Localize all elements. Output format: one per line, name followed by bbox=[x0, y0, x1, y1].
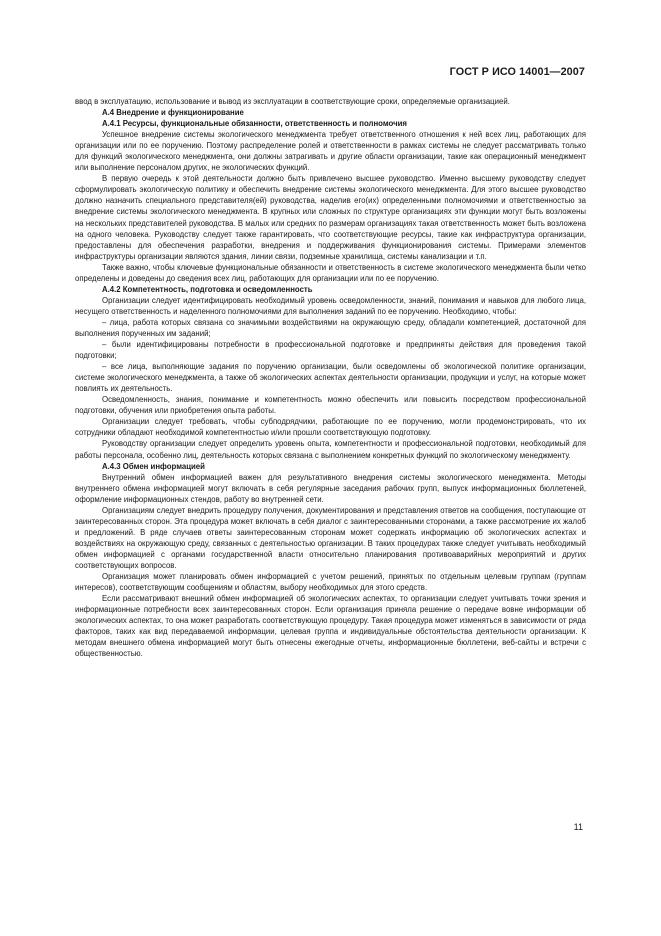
paragraph: Организация может планировать обмен информацией с учетом решений, принятых по отдельным целевым группам (группам интересов), соответствующим сообщениям и областям, выбору необходимых для этого средств. bbox=[75, 572, 586, 593]
paragraph: Осведомленность, знания, понимание и компетентность можно обеспечить или повысить посредством профессиональной подготовки, обучения или приобретения опыта работы. bbox=[75, 395, 586, 416]
paragraph: Успешное внедрение системы экологического менеджмента требует ответственного отношения к ней всех лиц, работающих для организации или по ее поручению. Поэтому распределение ролей и ответственности в рамках системы не следует рассматривать только для функций экологического менеджмента, они должны затрагивать и другие области организации, такие как операционный менеджмент или выполнение персоналом других, не экологических функций. bbox=[75, 130, 586, 173]
document-body bbox=[75, 96, 586, 659]
page-number: 11 bbox=[573, 822, 583, 832]
section-heading-a43: А.4.3 Обмен информацией bbox=[102, 461, 205, 471]
paragraph: Организациям следует внедрить процедуру получения, документирования и представления ответов на сообщения, поступающие от заинтересованных сторон. Эта процедура может включать в себя диалог с заинтересованными сторонами, а также рассмотрение их жалоб и предложений. В ряде случаев ответы заинтересованным сторонам может содержать информацию об экологических аспектах и воздействиях на окружающую среду, связанных с деятельностью организации. В таких процедурах также следует учитывать необходимый обмен информацией с органами государственной власти относительно планирования противоаварийных мероприятий и других соответствующих вопросов. bbox=[75, 505, 586, 570]
paragraph: Организации следует идентифицировать необходимый уровень осведомленности, знаний, понимания и навыков для любого лица, несущего ответственность и наделенного полномочиями для выполнения заданий по ее поручению. Необходимо, чтобы: bbox=[75, 295, 586, 316]
paragraph: В первую очередь к этой деятельности должно быть привлечено высшее руководство. Именно высшему руководству следует сформулировать экологическую политику и обеспечить внедрение системы экологического менеджмента. Для этого высшее руководство должно назначить специального представителя(ей) руководства, наделив его(их) определенными полномочиями и ответственностью за внедрение системы экологического менеджмента. В крупных или сложных по структуре организациях эти функции могут быть возложены на нескольких представителей руководства. В малых или средних по размерам организациях такая ответственность может быть возложена на одного человека. Руководству следует также гарантировать, что соответствующие ресурсы, такие как инфраструктура организации, предоставлены для обеспечения разработки, внедрения и поддерживания функционирования системы. Примерами элементов инфраструктуры организации являются здания, линии связи, подземные хранилища, системы канализации и т.п. bbox=[75, 174, 586, 261]
document-header-id: ГОСТ Р ИСО 14001—2007 bbox=[449, 66, 585, 78]
paragraph: ввод в эксплуатацию, использование и вывод из эксплуатации в соответствующие сроки, определяемые организацией. bbox=[75, 97, 510, 106]
paragraph: Руководству организации следует определить уровень опыта, компетентности и профессиональной подготовки, необходимый для работы персонала, особенно лиц, деятельность которых связана с выполнением конкретных функций по экологическому менеджменту. bbox=[75, 439, 586, 460]
section-heading-a41: А.4.1 Ресурсы, функциональные обязанности, ответственность и полномочия bbox=[102, 119, 407, 129]
paragraph: Внутренний обмен информацией важен для результативного внедрения системы экологического менеджмента. Методы внутреннего обмена информацией могут включать в себя регулярные заседания рабочих групп, выпуск информационных бюллетеней, оформление информационных стендов, работу во внутренней сети. bbox=[75, 472, 586, 504]
list-item: – все лица, выполняющие задания по поручению организации, были осведомлены об экологической политике организации, системе экологического менеджмента, а также об экологических аспектах деятельности организации, продукции и услуг, на которые может повлиять их деятельность. bbox=[75, 362, 586, 394]
list-item: – были идентифицированы потребности в профессиональной подготовке и предприняты действия для проведения такой подготовки; bbox=[75, 340, 586, 361]
section-heading-a4: А.4 Внедрение и функционирование bbox=[102, 108, 244, 118]
paragraph: Если рассматривают внешний обмен информацией об экологических аспектах, то организации следует учитывать точки зрения и информационные потребности всех заинтересованных сторон. Если организация приняла решение о передаче вовне информации об экологических аспектах, то она может разработать соответствующую процедуру. Такая процедура может изменяться в зависимости от ряда факторов, таких как вид передаваемой информации, целевая группа и индивидуальные обстоятельства деятельности организации. К методам внешнего обмена информацией могут быть отнесены ежегодные отчеты, информационные бюллетени, веб-сайты и встречи с общественностью. bbox=[75, 594, 586, 659]
list-item: – лица, работа которых связана со значимыми воздействиями на окружающую среду, обладали компетенцией, достаточной для выполнения порученных им заданий; bbox=[75, 317, 586, 338]
section-heading-a42: А.4.2 Компетентность, подготовка и осведомленность bbox=[102, 284, 313, 294]
paragraph: Также важно, чтобы ключевые функциональные обязанности и ответственность в системе экологического менеджмента были четко определены и доведены до сведения всех лиц, работающих для организации или по ее поручению. bbox=[75, 262, 586, 283]
paragraph: Организации следует требовать, чтобы субподрядчики, работающие по ее поручению, могли продемонстрировать, что их сотрудники обладают необходимой компетентностью и/или прошли соответствующую подготовку. bbox=[75, 417, 586, 438]
